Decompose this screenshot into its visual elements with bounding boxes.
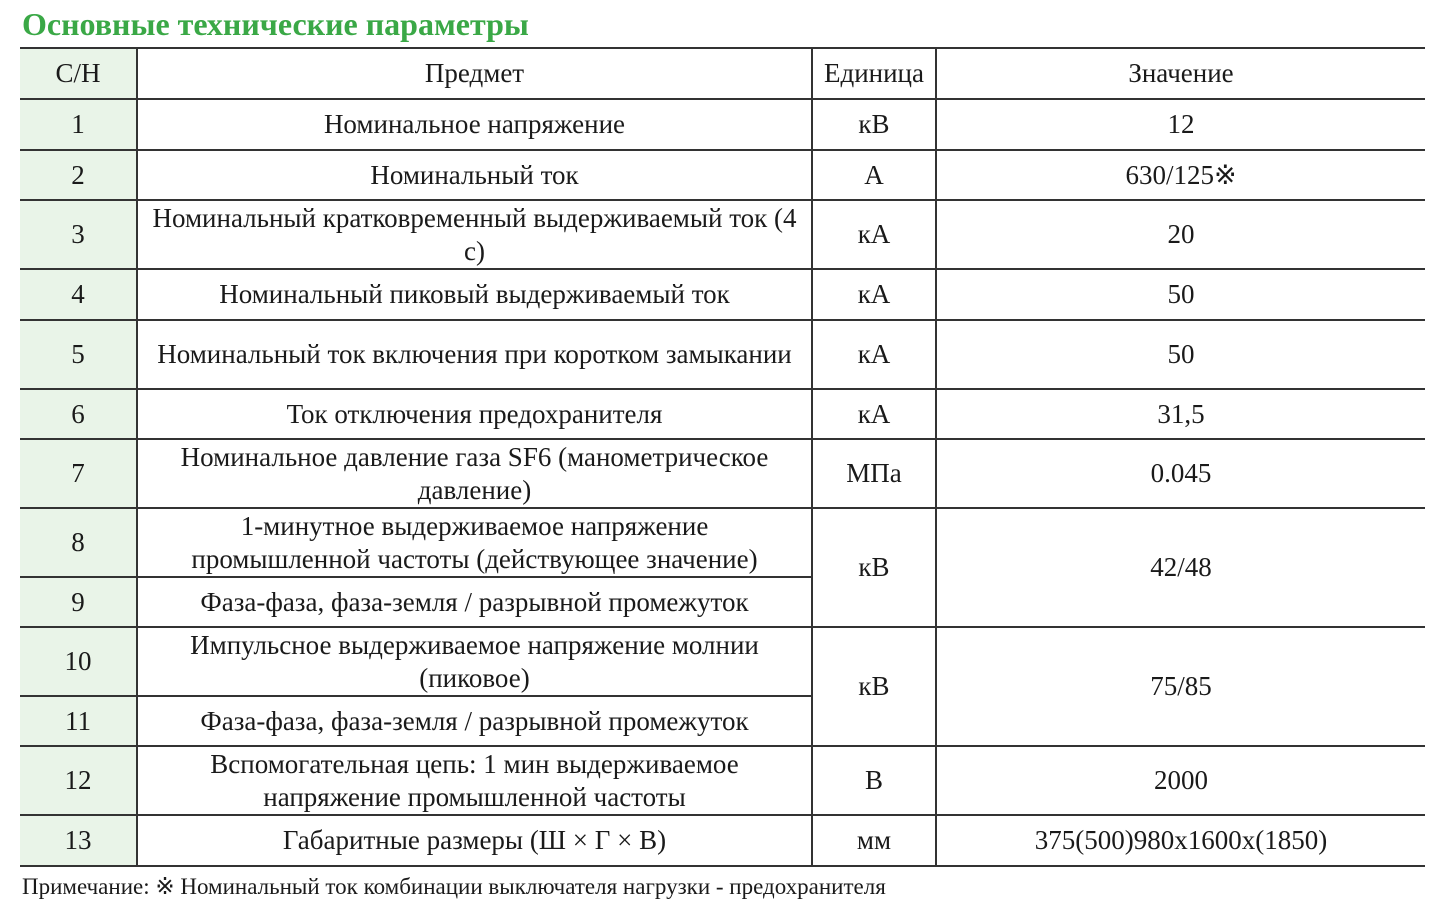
row-unit: кА — [812, 200, 936, 269]
row-unit: А — [812, 150, 936, 200]
row-num: 13 — [20, 815, 137, 866]
table-row — [20, 815, 1425, 866]
row-num: 4 — [20, 269, 137, 320]
row-value: 630/125※ — [936, 150, 1425, 200]
row-unit: кВ — [812, 99, 936, 150]
row-item: Номинальный ток включения при коротком замыкании — [137, 320, 812, 389]
row-num: 3 — [20, 200, 137, 269]
row-item: Номинальный кратковременный выдерживаемый ток (4 с) — [137, 200, 812, 269]
row-value: 0.045 — [936, 439, 1425, 508]
table-row — [20, 627, 1425, 696]
row-unit: мм — [812, 815, 936, 866]
row-num: 12 — [20, 746, 137, 815]
row-num: 6 — [20, 389, 137, 439]
row-value: 31,5 — [936, 389, 1425, 439]
table-row — [20, 269, 1425, 320]
row-item: Номинальное напряжение — [137, 99, 812, 150]
row-item: Габаритные размеры (Ш × Г × В) — [137, 815, 812, 866]
section-title: Основные технические параметры — [22, 6, 529, 42]
row-item: Номинальный пиковый выдерживаемый ток — [137, 269, 812, 320]
table-row — [20, 508, 1425, 577]
row-value: 50 — [936, 269, 1425, 320]
row-num: 10 — [20, 627, 137, 696]
row-unit: В — [812, 746, 936, 815]
row-num: 8 — [20, 508, 137, 577]
header-unit: Единица — [812, 48, 936, 99]
row-item: Фаза-фаза, фаза-земля / разрывной промежуток — [137, 577, 812, 627]
table-header-row — [20, 48, 1425, 99]
row-unit: кА — [812, 320, 936, 389]
table-row — [20, 389, 1425, 439]
row-item: Номинальное давление газа SF6 (манометрическое давление) — [137, 439, 812, 508]
row-item: Ток отключения предохранителя — [137, 389, 812, 439]
row-unit: кВ — [812, 627, 936, 746]
row-num: 1 — [20, 99, 137, 150]
row-item: Фаза-фаза, фаза-земля / разрывной промежуток — [137, 696, 812, 746]
row-value: 75/85 — [936, 627, 1425, 746]
footnote: Примечание: ※ Номинальный ток комбинации выключателя нагрузки - предохранителя — [22, 874, 886, 899]
row-num: 5 — [20, 320, 137, 389]
row-item: Номинальный ток — [137, 150, 812, 200]
table-row — [20, 200, 1425, 269]
row-item: 1-минутное выдерживаемое напряжение промышленной частоты (действующее значение) — [137, 508, 812, 577]
row-unit: кА — [812, 269, 936, 320]
row-unit: кВ — [812, 508, 936, 627]
row-value: 2000 — [936, 746, 1425, 815]
row-unit: МПа — [812, 439, 936, 508]
row-value: 50 — [936, 320, 1425, 389]
row-value: 12 — [936, 99, 1425, 150]
row-value: 20 — [936, 200, 1425, 269]
row-unit: кА — [812, 389, 936, 439]
row-num: 11 — [20, 696, 137, 746]
table-row — [20, 320, 1425, 389]
table-row — [20, 99, 1425, 150]
row-value: 42/48 — [936, 508, 1425, 627]
header-value: Значение — [936, 48, 1425, 99]
table-row — [20, 150, 1425, 200]
table-row — [20, 746, 1425, 815]
table-row — [20, 439, 1425, 508]
row-value: 375(500)980x1600x(1850) — [936, 815, 1425, 866]
row-item: Импульсное выдерживаемое напряжение молнии (пиковое) — [137, 627, 812, 696]
row-num: 7 — [20, 439, 137, 508]
row-num: 9 — [20, 577, 137, 627]
parameters-table — [20, 47, 1425, 867]
row-num: 2 — [20, 150, 137, 200]
header-item: Предмет — [137, 48, 812, 99]
row-item: Вспомогательная цепь: 1 мин выдерживаемое напряжение промышленной частоты — [137, 746, 812, 815]
header-num: С/Н — [20, 48, 137, 99]
